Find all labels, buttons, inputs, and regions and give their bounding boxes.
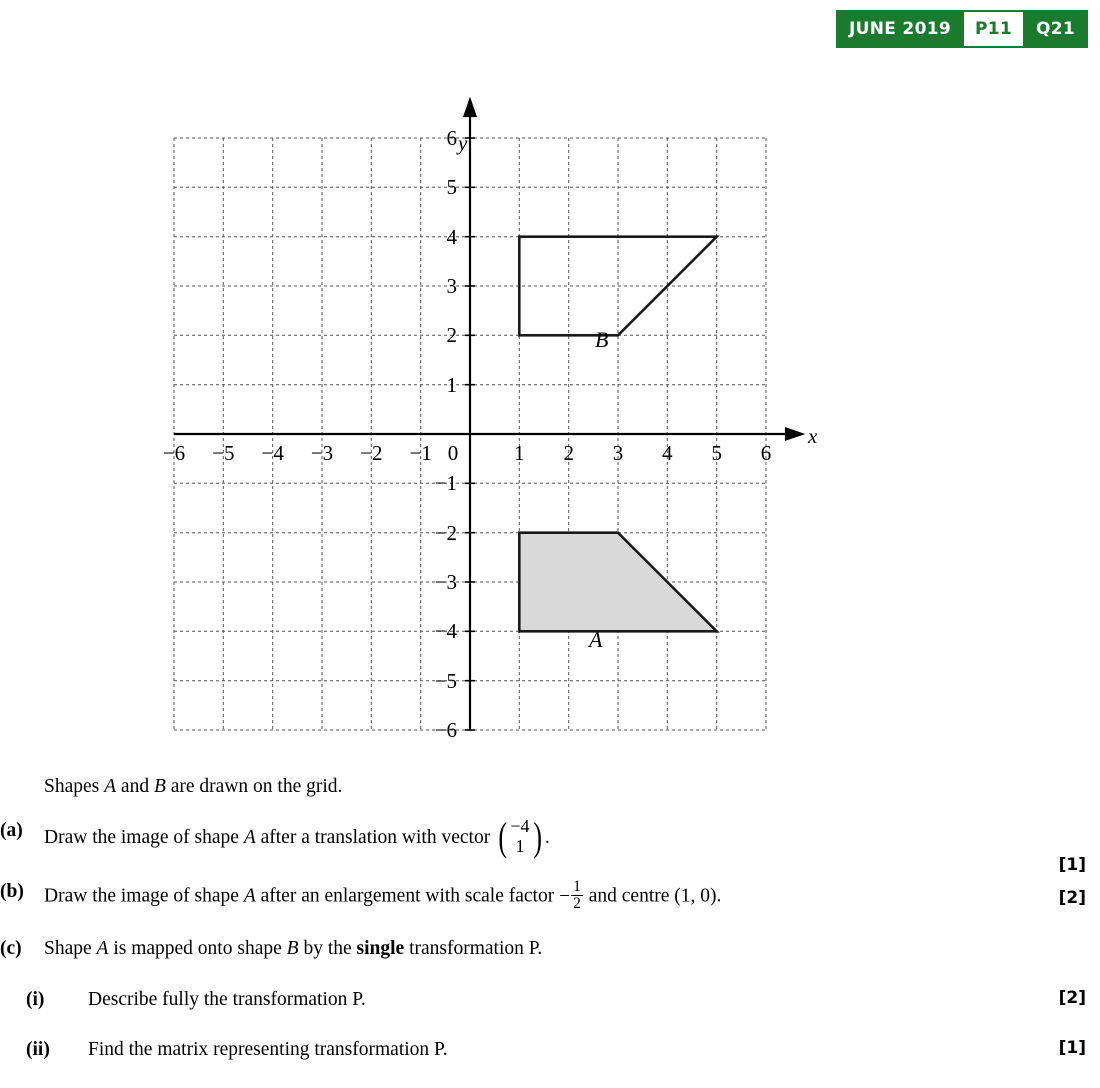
svg-text:−1: −1	[409, 441, 432, 465]
fraction	[571, 879, 583, 912]
part-c-shape-b: B	[286, 938, 299, 960]
intro-mid: and	[116, 776, 154, 797]
svg-text:2: 2	[563, 441, 574, 465]
badge-paper: P11	[964, 12, 1023, 46]
part-b	[0, 880, 1100, 913]
part-c-text-end: transformation P.	[404, 938, 543, 960]
intro-shape-a: A	[104, 776, 117, 797]
fraction-denominator: 2	[573, 895, 581, 913]
part-b-text-end: and centre (1, 0).	[583, 885, 722, 907]
svg-text:1: 1	[514, 441, 525, 465]
exam-reference-badge	[836, 10, 1088, 48]
svg-text:5: 5	[711, 441, 722, 465]
part-c-shape-a: A	[96, 938, 109, 960]
part-a-label: (a)	[0, 820, 23, 842]
badge-question: Q21	[1035, 19, 1075, 39]
part-c-text-mid: is mapped onto shape	[108, 938, 287, 960]
part-c-ii-marks: [1]	[1058, 1038, 1086, 1059]
svg-text:−3: −3	[310, 441, 334, 465]
part-b-body	[44, 880, 1100, 913]
svg-text:−3: −3	[434, 570, 457, 594]
part-c-ii	[0, 1038, 1100, 1062]
part-c-text-post: by the	[298, 938, 357, 960]
x-axis-label: x	[808, 424, 818, 448]
badge-session: JUNE 2019	[849, 19, 951, 39]
part-c-bold-word: single	[356, 938, 405, 960]
y-axis-arrow	[465, 100, 476, 116]
part-c-ii-body: Find the matrix representing transformation P.	[88, 1039, 448, 1061]
coordinate-grid-figure	[0, 60, 1100, 760]
shape-B-label: B	[595, 327, 609, 352]
vector-top: −4	[510, 816, 530, 837]
part-b-marks: [2]	[1058, 888, 1086, 909]
svg-text:3: 3	[446, 274, 457, 298]
part-b-shape: A	[243, 885, 256, 907]
svg-text:−5: −5	[434, 669, 457, 693]
intro-post: are drawn on the grid.	[165, 776, 343, 797]
vector-right-paren: )	[532, 813, 542, 859]
part-b-text-pre: Draw the image of shape	[44, 885, 244, 907]
svg-text:−4: −4	[434, 619, 457, 643]
part-b-label: (b)	[0, 881, 24, 903]
svg-text:−1: −1	[434, 471, 457, 495]
y-axis-label: y	[458, 131, 468, 155]
scale-factor	[559, 880, 584, 913]
translation-vector	[496, 813, 544, 859]
part-c-body	[44, 937, 1100, 961]
part-c-i-label: (i)	[26, 988, 45, 1010]
part-c-i	[0, 988, 1100, 1012]
svg-text:2: 2	[446, 323, 457, 347]
shape-A-label: A	[589, 627, 603, 652]
part-c	[0, 937, 1100, 961]
question-text-block	[0, 775, 1100, 1077]
vector-left-paren: (	[498, 813, 508, 859]
part-a-shape: A	[243, 827, 256, 849]
part-c-i-marks: [2]	[1058, 987, 1086, 1008]
grid-svg	[0, 60, 1100, 760]
part-a-text-end: .	[544, 827, 550, 849]
svg-text:6: 6	[446, 126, 457, 150]
axes	[174, 100, 802, 730]
x-axis-arrow	[786, 429, 802, 440]
svg-text:−5: −5	[212, 441, 235, 465]
part-c-ii-label: (ii)	[26, 1039, 50, 1061]
part-a	[0, 813, 1100, 876]
svg-text:4: 4	[446, 225, 457, 249]
intro-body	[44, 775, 1100, 799]
part-a-text-pre: Draw the image of shape	[44, 827, 244, 849]
svg-text:−2: −2	[360, 441, 383, 465]
svg-text:−2: −2	[434, 521, 457, 545]
svg-text:−6: −6	[162, 441, 186, 465]
part-c-i-body: Describe fully the transformation P.	[88, 988, 366, 1010]
svg-text:4: 4	[662, 441, 673, 465]
intro-pre: Shapes	[44, 776, 105, 797]
fraction-numerator: 1	[573, 878, 581, 896]
part-a-marks: [1]	[1058, 855, 1086, 876]
vector-bottom: 1	[515, 835, 525, 856]
intro-line	[0, 775, 1100, 799]
svg-text:3: 3	[612, 441, 624, 465]
fraction-sign: −	[559, 885, 571, 907]
svg-text:0: 0	[447, 441, 459, 465]
part-c-label: (c)	[0, 938, 22, 960]
shape-A	[519, 533, 716, 632]
x-tick-labels	[163, 441, 771, 465]
part-a-text-post: after a translation with vector	[255, 827, 496, 849]
svg-text:−6: −6	[434, 718, 457, 742]
part-c-text-pre: Shape	[44, 938, 97, 960]
svg-text:−4: −4	[261, 441, 284, 465]
part-b-text-post: after an enlargement with scale factor	[255, 885, 560, 907]
intro-shape-b: B	[153, 776, 166, 797]
svg-text:6: 6	[760, 441, 772, 465]
part-a-body	[44, 813, 1100, 859]
svg-text:5: 5	[446, 175, 457, 199]
svg-text:1: 1	[446, 373, 457, 397]
